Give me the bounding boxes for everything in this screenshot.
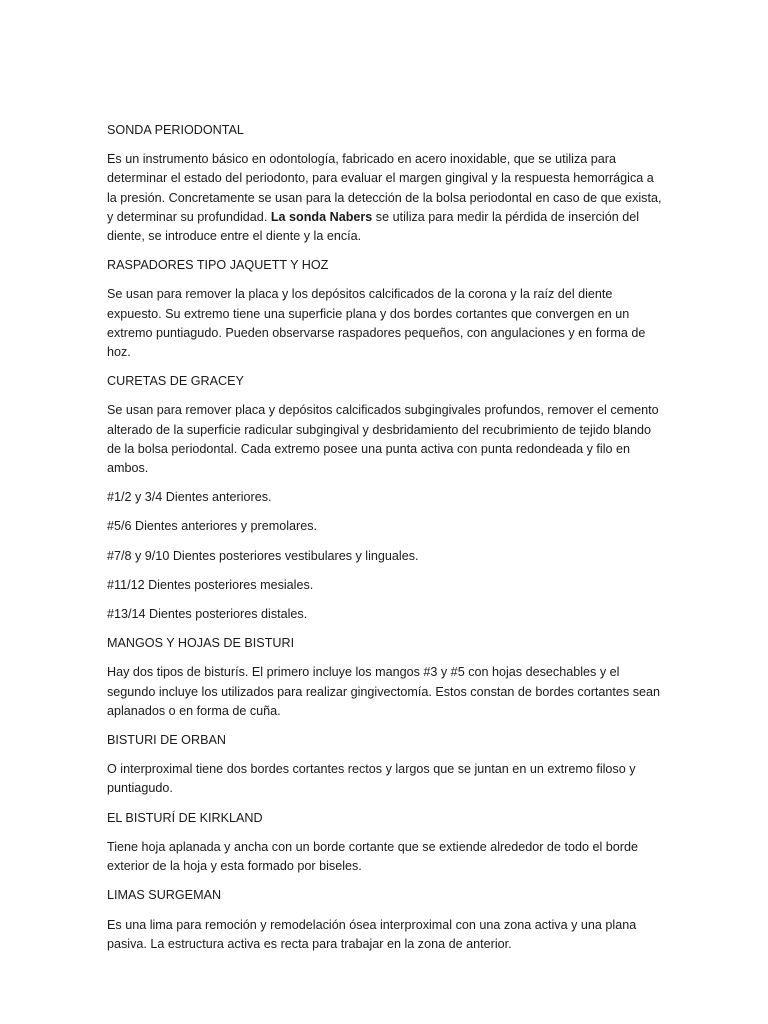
paragraph: Tiene hoja aplanada y ancha con un borde cortante que se extiende alrededor de todo el borde exterior de la hoja y esta formado por biseles. (107, 839, 638, 874)
section-heading: LIMAS SURGEMAN (107, 888, 222, 903)
list-item: #11/12 Dientes posteriores mesiales. (107, 577, 314, 592)
bold-term: La sonda Nabers (270, 209, 373, 224)
section-heading: CURETAS DE GRACEY (107, 374, 244, 389)
list-item: #1/2 y 3/4 Dientes anteriores. (107, 490, 272, 505)
paragraph: Se usan para remover la placa y los depósitos calcificados de la corona y la raíz del diente expuesto. Su extremo tiene una superficie plana y dos bordes cortantes que convergen en un extremo puntiagudo. Pueden observarse raspadores pequeños, con angulaciones y en forma de hoz. (107, 287, 646, 360)
section-heading: MANGOS Y HOJAS DE BISTURI (107, 636, 295, 651)
paragraph-text: se utiliza para medir la pérdida de inserción del diente, se introduce entre el diente y la encía. (107, 209, 640, 244)
list-item: #7/8 y 9/10 Dientes posteriores vestibulares y linguales. (107, 548, 419, 563)
list-item: #13/14 Dientes posteriores distales. (107, 607, 308, 622)
paragraph: Es una lima para remoción y remodelación ósea interproximal con una zona activa y una plana pasiva. La estructura activa es recta para trabajar en la zona de anterior. (107, 917, 637, 951)
paragraph: Se usan para remover placa y depósitos calcificados subgingivales profundos, remover el cemento alterado de la superficie radicular subgingival y desbridamiento del recubrimiento de tejido blando de la bolsa periodontal. Cada extremo posee una punta activa con punta redondeada y filo en ambos. (107, 403, 659, 476)
document-page (107, 121, 667, 964)
paragraph: O interproximal tiene dos bordes cortantes rectos y largos que se juntan en un extremo filoso y puntiagudo. (107, 762, 636, 796)
paragraph (107, 150, 667, 246)
list-item: #5/6 Dientes anteriores y premolares. (107, 519, 317, 534)
section-heading: BISTURI DE ORBAN (107, 733, 226, 748)
section-heading: RASPADORES TIPO JAQUETT Y HOZ (107, 258, 329, 273)
paragraph-text: Es un instrumento básico en odontología, fabricado en acero inoxidable, que se utiliza para determinar el estado del periodonto, para evaluar el margen gingival y la respuesta hemorrágica a la presión. Concretamente se usan para la detección de la bolsa periodontal en caso de que exista, y determinar su profundidad. (107, 152, 662, 224)
section-heading: SONDA PERIODONTAL (107, 123, 244, 137)
section-heading: EL BISTURÍ DE KIRKLAND (107, 810, 263, 825)
paragraph: Hay dos tipos de bisturís. El primero incluye los mangos #3 y #5 con hojas desechables y el segundo incluye los utilizados para realizar gingivectomía. Estos constan de bordes cortantes sean aplanados o en forma de cuña. (107, 665, 661, 718)
